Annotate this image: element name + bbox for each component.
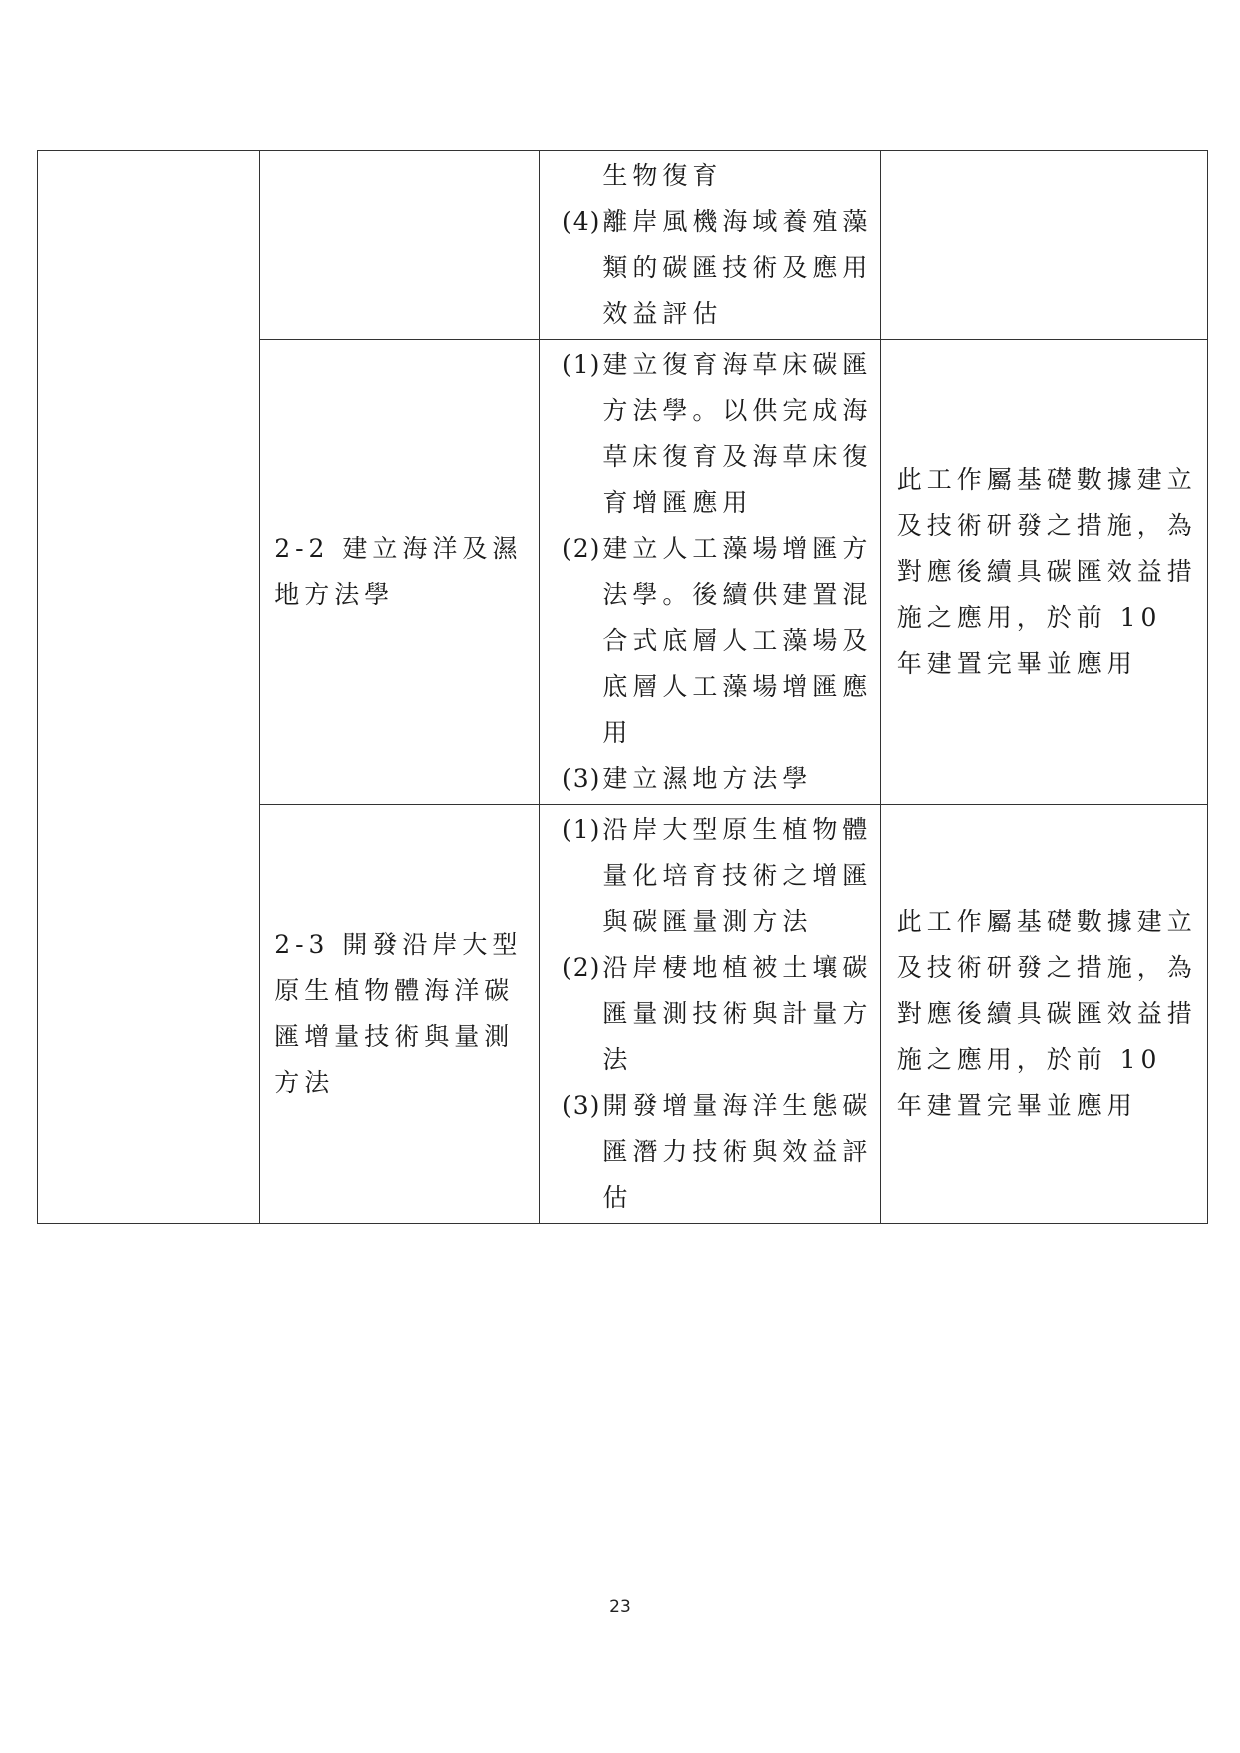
item-number: (3) xyxy=(562,1091,601,1120)
work-items-cell xyxy=(540,151,880,340)
item-text: 離岸風機海域養殖藻類的碳匯技術及應用效益評估 xyxy=(602,207,873,328)
work-items-list xyxy=(540,151,879,339)
measure-cell xyxy=(260,151,540,340)
work-items-cell xyxy=(540,340,880,805)
page-number: 23 xyxy=(609,1597,631,1617)
note-cell xyxy=(880,340,1207,805)
item-number: (1) xyxy=(562,350,601,379)
work-items-list xyxy=(540,805,879,1223)
list-item xyxy=(548,342,873,526)
item-text: 建立濕地方法學 xyxy=(602,764,813,793)
item-number: (4) xyxy=(562,207,601,236)
item-number: (3) xyxy=(562,764,601,793)
measures-table xyxy=(37,150,1208,1224)
item-number: (1) xyxy=(562,815,601,844)
work-items-cell xyxy=(540,805,880,1224)
note-cell xyxy=(880,151,1207,340)
table-row xyxy=(38,151,1208,340)
measure-cell xyxy=(260,340,540,805)
continued-text: 生物復育 xyxy=(602,161,723,190)
measure-text: 2-2 建立海洋及濕地方法學 xyxy=(274,534,523,609)
note-text xyxy=(881,241,1207,249)
note-text: 此工作屬基礎數據建立及技術研發之措施，為對應後續具碳匯效益措施之應用，於前 10 年建置完畢並應用 xyxy=(896,907,1197,1120)
list-item xyxy=(548,1083,873,1221)
item-text: 沿岸大型原生植物體量化培育技術之增匯與碳匯量測方法 xyxy=(602,815,873,936)
item-text: 建立復育海草床碳匯方法學。以供完成海草床復育及海草床復育增匯應用 xyxy=(602,350,873,517)
item-number: (2) xyxy=(562,953,601,982)
item-number: (2) xyxy=(562,534,601,563)
measure-text: 2-3 開發沿岸大型原生植物體海洋碳匯增量技術與量測方法 xyxy=(274,930,523,1097)
work-items-list xyxy=(540,340,879,804)
note-text: 此工作屬基礎數據建立及技術研發之措施，為對應後續具碳匯效益措施之應用，於前 10 年建置完畢並應用 xyxy=(896,465,1197,678)
list-item xyxy=(548,807,873,945)
list-item xyxy=(548,756,873,802)
list-item xyxy=(548,526,873,756)
item-text: 建立人工藻場增匯方法學。後續供建置混合式底層人工藻場及底層人工藻場增匯應用 xyxy=(602,534,873,747)
strategy-cell xyxy=(38,151,260,1224)
item-text: 開發增量海洋生態碳匯潛力技術與效益評估 xyxy=(602,1091,873,1212)
note-cell xyxy=(880,805,1207,1224)
measure-cell xyxy=(260,805,540,1224)
list-item xyxy=(548,199,873,337)
item-text: 沿岸棲地植被土壤碳匯量測技術與計量方法 xyxy=(602,953,873,1074)
list-item xyxy=(548,945,873,1083)
